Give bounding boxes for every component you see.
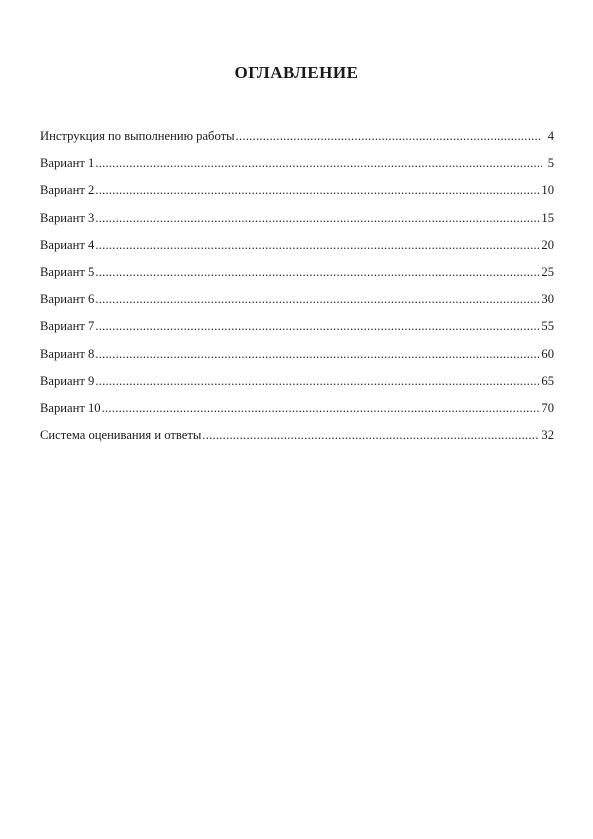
- dot-leader: [102, 400, 540, 416]
- toc-entry-page-number: 25: [541, 264, 554, 279]
- toc-entry-label: Вариант 1: [40, 156, 95, 171]
- toc-entry-page-number: 70: [541, 400, 554, 415]
- dot-leader: [95, 237, 539, 253]
- toc-entry-page-number: 15: [541, 210, 554, 225]
- toc-entry-label: Вариант 2: [40, 183, 95, 198]
- toc-entry-page-number: 55: [541, 319, 554, 334]
- toc-entry-variant-8[interactable]: [40, 346, 554, 373]
- toc-entry-page-number: 4: [547, 129, 554, 143]
- toc-entry-label: Вариант 5: [40, 264, 95, 279]
- dot-leader: [202, 427, 539, 443]
- toc-entry-variant-7[interactable]: [40, 318, 554, 345]
- toc-entry-label: Вариант 7: [40, 319, 95, 334]
- dot-leader: [95, 346, 539, 362]
- toc-entry-label: Инструкция по выполнению работы: [40, 129, 235, 143]
- toc-entry-variant-5[interactable]: [40, 264, 554, 291]
- toc-entry-page-number: 20: [541, 237, 554, 252]
- toc-entry-variant-4[interactable]: [40, 237, 554, 264]
- toc-entry-variant-3[interactable]: [40, 210, 554, 237]
- toc-entry-page-number: 30: [541, 292, 554, 307]
- toc-entry-instructions[interactable]: [40, 128, 554, 155]
- toc-entry-variant-1[interactable]: [40, 155, 554, 182]
- toc-entry-variant-10[interactable]: [40, 400, 554, 427]
- toc-entry-page-number: 10: [541, 183, 554, 198]
- dot-leader: [95, 210, 539, 226]
- dot-leader: [95, 155, 542, 171]
- dot-leader: [95, 373, 539, 389]
- toc-entry-page-number: 5: [547, 156, 554, 171]
- dot-leader: [236, 128, 542, 144]
- toc-entry-label: Вариант 10: [40, 400, 101, 415]
- dot-leader: [95, 182, 539, 198]
- toc-entry-variant-6[interactable]: [40, 291, 554, 318]
- toc-entry-label: Вариант 6: [40, 292, 95, 307]
- toc-entry-label: Система оценивания и ответы: [40, 428, 202, 443]
- toc-entry-label: Вариант 9: [40, 373, 95, 388]
- table-of-contents: [40, 128, 554, 454]
- dot-leader: [95, 318, 539, 334]
- toc-entry-label: Вариант 3: [40, 210, 95, 225]
- toc-entry-label: Вариант 8: [40, 346, 95, 361]
- toc-entry-page-number: 65: [541, 373, 554, 388]
- dot-leader: [95, 291, 539, 307]
- toc-entry-label: Вариант 4: [40, 237, 95, 252]
- toc-entry-page-number: 32: [541, 428, 554, 443]
- toc-entry-grading-and-answers[interactable]: [40, 427, 554, 454]
- dot-leader: [95, 264, 539, 280]
- toc-entry-variant-9[interactable]: [40, 373, 554, 400]
- toc-entry-variant-2[interactable]: [40, 182, 554, 209]
- page-title: ОГЛАВЛЕНИЕ: [234, 63, 359, 82]
- toc-entry-page-number: 60: [541, 346, 554, 361]
